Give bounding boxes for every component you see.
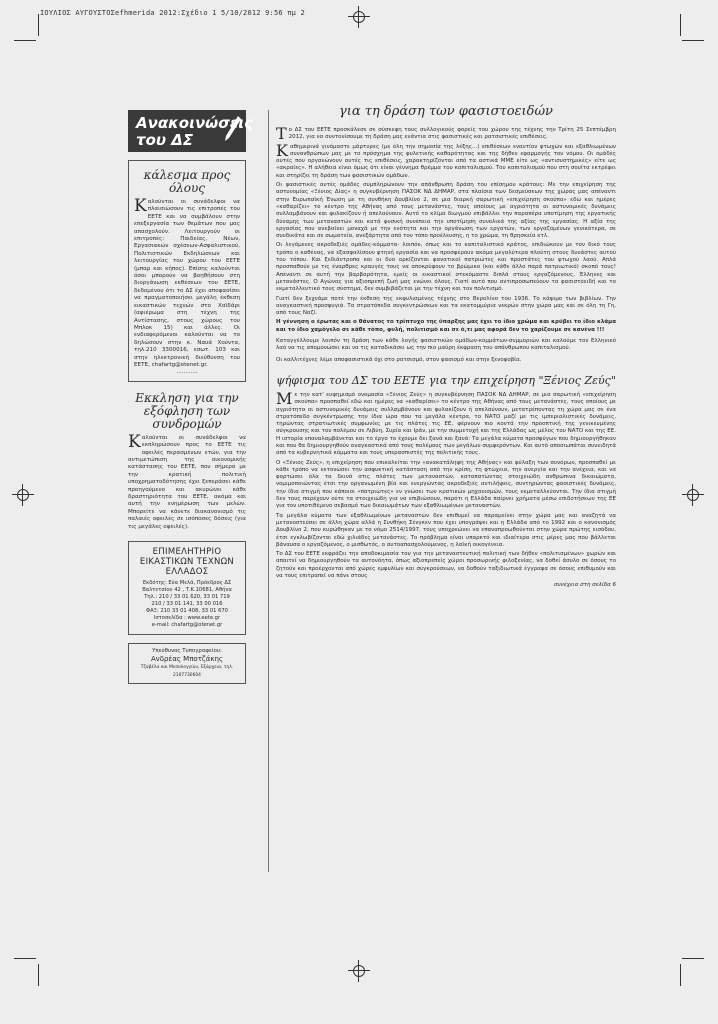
drop-cap: Κ <box>134 196 147 216</box>
resolution-paragraph: Τα μεγάλα κύματα των εξαθλιωμένων μεταναστών δεν επιθυμεί να παραμείνει στην χώρα μας και αναζητά να μετανοστεύσει σε άλλη χώρα αλλά η Συνθήκη Σένγκεν που έχει υπογράψει και η Ελλάδα από το 1992 και ο κανονισμός Δουβλίνο 2, που κυρώθηκαν με το νόμο 2514/1997, τους υποχρεώνει να επαναπροωθούνται στην χώρα πρώτης εισόδου, έτσι εγκλωβίζονται εδώ χιλιάδες μετανάστες. Το πρόβλημα είναι υπαρκτό και ιδιαίτερα στις μέρες μας που βάλλεται βάναυσα ο εργαζόμενος, ο μισθωτός, ο αυτοαπασχολούμενος, η λαϊκή οικογένεια. <box>276 512 616 548</box>
crop-mark <box>680 14 681 36</box>
paragraph-text: ε την κατ' ευφημισμό ονομασία «Ξένιος Ζεύς» η συγκυβέρνηση ΠΑΣΟΚ ΝΔ ΔΗΜΑΡ, σε μια σαρωτική «επιχείρηση σκούπα» προσπαθεί εδώ και ημέρες να «καθαρίσει» το κέντρο της Αθήνας από τους μετανάστες, τους οποίους με αγριότητα οι αστυνομικές δυνάμεις συλλαμβάνουν και φυλακίζουν ή απελαύνουν, μετατρέποντας τη χώρα μας σε ένα στρατόπεδο συγκέντρωσης την ίδια ώρα που τα μεγάλα κέντρα, το ΝΑΤΟ μαζί με τις ιμπεριαλιστικές δυνάμεις, τηρώντας στρατιωτικές συμφωνίες με τις πλάτες τις ΕΕ, φέρνουν πιο κοντά την προοπτική της γενικευμένης σύγκρουσης και του πολέμου σε Λιβύη, Συρία και Ιράν, με την συμμετοχή και της Ελλάδας ως μέλος του ΝΑΤΟ και της ΕΕ. Η ιστορία επαναλαμβάνεται και το έργο το έχουμε δει ξανά και ξανά: Τα μεγάλα κύματα προσφύγων που δημιουργήθηκαν και που θα δημιουργηθούν αναγκαστικά από τους πολέμους των μεγάλων συμφερόντων. Και αυτό αποσιωπάται συνειδητά από τα κυβερνητικά κόμματα και τους υπερασπιστές της πολιτικής τους. <box>276 391 616 457</box>
drop-cap: Μ <box>276 388 293 408</box>
publisher-line: Βαλτετσίου 42 , Τ.Κ.10681, Αθήνα <box>142 587 232 594</box>
call-to-all-title: κάλεσμα προς όλους <box>143 168 231 195</box>
publisher-line: Ιστοσελίδα : www.eete.gr <box>153 615 221 622</box>
call-to-all-box <box>128 160 246 382</box>
publisher-line: 210 / 33 01 141, 33 00 016 <box>151 601 223 608</box>
continued-note: συνέχεια στη σελίδα 6 <box>553 582 616 589</box>
crop-mark <box>38 964 39 986</box>
printer-line: Υπεύθυνος Τυπογραφείου: <box>152 648 222 655</box>
dues-appeal-title: Εκκληση για την εξόφληση των συνδρομών <box>135 390 239 431</box>
article-title: για τη δράση των φασιστοειδών <box>339 104 553 119</box>
bold-paragraph: Η γέννηση ο έρωτας και ο θάνατος το τρίπτυχο της ύπαρξης μας έχει το ίδιο χρώμα και κρύβει το ίδιο κλάμα και το ίδιο χαμόγελο σε κάθε τόπο, φυλή, πολιτισμό και σε ό,τι μας αφορά δεν το χαρίζουμε σε κανένα !!! <box>276 319 616 333</box>
call-to-all-text <box>134 196 240 369</box>
resolution-paragraph: Το ΔΣ του ΕΕΤΕ εκφράζει την αποδοκιμασία του για την μεταναστευτική πολιτική των δήθεν «πολιτισμένων» χωρών και απαιτεί να δημιουργηθούν τα αυτονόητα, όπως αξιοπρεπείς χώροι προσωρινής φιλοξενίας, να δοθεί άσυλο σε όσους το ζητούν και προέρχονται από χώρες εμφυλίων και συγκρούσεων, να δοθούν ταξιδιωτικά έγγραφα σε όσους επιθυμούν και να τους επιτραπεί να πάνε στους <box>276 551 616 580</box>
drop-cap: Κ <box>128 431 141 452</box>
publisher-box <box>128 541 246 635</box>
printer-line: Τζαβέλα και Μεσολογγίου, Εξάρχεια, τηλ. 2107730604 <box>140 665 234 678</box>
article-paragraph: Γιατί δεν ξεχνάμε ποτέ την έκθεση της εκφυλισμένης τέχνης στο Βερολίνο του 1936. Το κάψιμο των βιβλίων. Την αναγκαστική προσφυγιά. Τα στρατόπεδα συγκεντρώσεων και τα εκατομμύρια νεκρών στην χώρα μας και σε όλη τη Γη, από τους Ναζί. <box>276 295 616 317</box>
publisher-line: ΦΑΞ: 210 33 01 408, 33 01 670 <box>146 608 228 615</box>
paragraph-text: ο ΔΣ του ΕΕΤΕ προσκάλεσε σε σύσκεψη τους συλλογικούς φορείς του χώρου της τέχνης την Τρίτη 25 Σεπτέμβρη 2012, για να συντονίσουμε τη δράση μας ενάντια στις φασιστικές και ρατσιστικές επιθέσεις. <box>288 127 616 141</box>
publisher-name: ΕΠΙΜΕΛΗΤΗΡΙΟ ΕΙΚΑΣΤΙΚΩΝ ΤΕΧΝΩΝ ΕΛΛΑΔΟΣ <box>139 547 235 578</box>
drop-cap: Κ <box>276 140 288 160</box>
publisher-line: e-mail: chafartg@otenet.gr <box>151 622 223 629</box>
crop-mark <box>680 964 681 986</box>
pen-icon <box>222 114 242 144</box>
dots-separator: ............ <box>176 369 198 376</box>
registration-mark <box>682 484 704 506</box>
announcements-banner <box>128 110 253 152</box>
drop-cap: Τ <box>276 124 287 143</box>
resolution-title: ψήφισμα του ΔΣ του ΕΕΤΕ για την επιχείρηση "Ξένιος Ζεύς" <box>276 373 616 387</box>
dues-appeal-text <box>128 431 246 531</box>
publisher-details <box>133 580 241 629</box>
registration-mark <box>348 960 370 982</box>
article-paragraph <box>276 124 616 143</box>
publisher-line: Τηλ.: 210 / 33 01 620, 33 01 719 <box>144 594 230 601</box>
banner-title: Ανακοινώσεις του ΔΣ <box>136 114 253 149</box>
paragraph-text: αθημερινά γινόμαστε μάρτυρες (με όλη την σημασία της λέξης...) επιθέσεων εναντίον φτωχών και εξαθλιωμένων συνανθρώπων μας με το πρόσχημα της φυλετικής καθαρότητας και της δήθεν εφαρμογής του νόμου. Οι ομάδες αυτές που οργανώνουν αυτές τις επιθέσεις, χαρακτηρίζονται από τα αστικά ΜΜΕ είτε ως «αντισυστημικές» είτε ως «ακραίες». Η αλήθεια είναι όμως ότι είναι γέννημα θρέμμα του καπιταλισμού. Του καπιταλισμού που στη σουίτα εκτρέφει και στηρίζει τη δράση των φασιστικών ομάδων. <box>276 143 616 179</box>
registration-mark <box>12 484 34 506</box>
article-paragraph: Οι φασιστικές αυτές ομάδες συμπληρώνουν την απάνθρωπη δράση του επίσημου κράτους: Με την επιχείρηση της αστυνομίας «Ξένιος Δίας» η συγκυβέρνηση ΠΑΣΟΚ ΝΔ ΔΗΜΑΡ, στα πλαίσια των δεσμεύσεων της χώρας μας απέναντι στην Ευρωπαϊκή Ένωση με τη συνθήκη Δουβλίνο 2, σε μια διαρκή σαρωτική «επιχείρηση σκούπα» εδώ και ημέρες «καθαρίζει» το κέντρο της Αθήνας από τους μετανάστες, τους οποίους με αγριότητα οι αστυνομικές δυνάμεις συλλαμβάνουν και φυλακίζουν ή απελαύνουν. Αυτό το κλίμα διωγμού επιβάλλει την παραπέρα υποτίμηση της εργατικής δύναμης των μεταναστών και κατά φυσική συνέπεια την υποτίμηση συνολικά της αξίας της εργασίας. Η αξία της εργασίας που ανεβαίνει μοναχά με την ενότητα και την οργάνωση των εργατών, των εργαζομένων γενικότερα, σε συνδικάτα και σε σωματεία, ανεξάρτητα από τον τόπο προέλευσης, η το χρώμα, τη θρησκεία κτλ. <box>276 182 616 240</box>
printer-line: Ανδρέας Μποτζάκης <box>151 655 223 664</box>
crop-mark <box>682 40 704 41</box>
dues-appeal-body: αλούνται οι συνάδελφοι να εκπληρώσουν προς το ΕΕΤΕ τις οφειλές περασμένων ετών, για την αντιμετώπιση της οικονομικής κατάστασης του ΕΕΤΕ, που σήμερα με την κρατική πολιτική υποχρηματοδότησης έχει ξεπεράσει κάθε προηγούμενο και ακυρώνει κάθε δραστηριότητα του ΕΕΤΕ, ακόμα και αυτή την ενημέρωση των μελών. Μπορείτε να κάνετε διακανονισμό τις παλαιές οφειλές σε ισόποσες δόσεις (για τις μεγάλες οφειλές). <box>128 434 246 530</box>
article-paragraph: Οι λεγόμενες ακροδεξιές ομάδες-κόμματα- λοιπόν, όπως και το καπιταλιστικό κράτος, επιδιώκουν με τον δικό τους τρόπο ο καθένας, να εξασφαλίσουν φτηνή εργασία και να προσφέρουν ακόμα μεγαλύτερα πλούτη στους δυνάστες αυτού του τόπου. Και ξεδιάντροπα και οι δυο ορκίζονται φανατικοί πατριώτες και προστάτες του φτωχού λαού. Απλά προσπαθούν με τις έναρθρες κραυγές τους να αποκρύψουν το βρώμικο (και κάθε άλλο παρά πατριωτικό) σκοπό τους! Απέναντι σε αυτή την βαρβαρότητα, εμείς οι εικαστικοί στεκόμαστε διπλά στους εργαζόμενους, Έλληνες και μετανάστες. Ο Αγώνας για αξιοπρεπή ζωή μας ενώνει όλους. Γιατί αυτό που αντιπροσωπεύουν τα φασιστοειδή και το εκμεταλλευτικό τους σύστημα, δεν συμβιβάζεται με την τέχνη και τον πολιτισμό. <box>276 242 616 293</box>
main-article <box>276 104 616 588</box>
article-paragraph: Οι καλλιτέχνες λέμε αποφασιστικά όχι στο ρατσισμό, στον φασισμό και στην ξενοφοβία. <box>276 356 522 363</box>
crop-mark <box>14 40 36 41</box>
crop-mark <box>38 14 39 36</box>
article-paragraph: Καταγγέλλουμε λοιπόν τη δράση των κάθε λογής φασιστικών ομάδων-κομμάτων-συμμοριών και καλούμε τον Ελληνικό λαό να τις απομονώσει και να τις καταδικάσει ως την πιο μαύρη έκφραση του απάνθρωπου καπιταλισμού. <box>276 338 616 352</box>
resolution-paragraph: Ο «Ξένιος Ζεύς», η επιχείρηση που επικαλείται την «ανακατάληψη της Αθήνας» και φύλαξη των συνόρων, προσπαθεί με κάθε τρόπο να εκτονώσει την ασφυκτική κατάσταση από την κρίση, τη φτώχεια, την ανεργία και την ανέχεια, και να φορτώσει όλα τα δεινά στις πλάτες των μεταναστών, καταπατώντας στοιχειώδη ανθρώπινα δικαιώματα, νομιμοποιώντας έτσι την οργανωμένη βία και ενεργώντας ακροδεξιές αντιλήψεις, συντηρώντας φασιστικές δυνάμεις, την ίδια στιγμή που κάποιοι «πατριώτες» εν γνώσει των κρατικών μηχανισμών, τους εκμεταλλεύονται. Την ίδια στιγμή δεν τους παρέχουν ούτε τα στοιχειώδη για να επιβιώσουν, παρότι η Ελλάδα παίρνει χρήματα μέσω επιδοτήσεων της ΕΕ για τον υποτιθέμενο σεβασμό των δικαιωμάτων των εξαθλιωμένων μεταναστών. <box>276 459 616 510</box>
article-paragraph <box>276 140 616 180</box>
crop-mark <box>14 958 36 959</box>
column-divider <box>268 110 269 872</box>
printer-box <box>128 643 246 684</box>
registration-mark <box>348 6 370 28</box>
resolution-paragraph <box>276 388 616 458</box>
print-slug: ΙΟΥΛΙΟΣ ΑΥΓΟΥΣΤΟΣefhmerida 2012:Σχέδιο 1 5/10/2012 9:56 πμ 2 <box>40 9 305 17</box>
publisher-line: Εκδότης: Εύα Μελά, Πρόεδρος ΔΣ <box>142 580 232 587</box>
sidebar <box>128 110 253 684</box>
crop-mark <box>682 958 704 959</box>
call-to-all-body: αλούνται οι συνάδελφοι να πλαισιώσουν τις επιτροπές του ΕΕΤΕ και να συμβάλουν στην επεξεργασία των θεμάτων που μας απασχολούν. Λειτουργούν οι επιτροπές: Παιδείας, Νέων, Εργασιακών σχέσεων-Ασφαλιστικού, Πολιτιστικών Εκδηλώσεων και λειτουργίας του χώρου του ΕΕΤΕ (μπαρ και κήπος). Επίσης καλούνται όσοι μπορούν να βοηθήσουν στη διοργάνωση εκθέσεων του ΕΕΤΕ, δεδομένου ότι το ΔΣ έχει αποφασίσει να πραγματοποιήσει μεγάλη έκθεση εικαστικών τεχνών στο Χαϊδάρι (αφιέρωμα στη τέχνη της Αντίστασης, στους χώρους του Μπλοκ 15) και άλλες. Οι ενδιαφερόμενοι καλούνται να το δηλώσουν στην κ. Ναυά Χούντα, τηλ.210 3300016, εσωτ. 103 και στην ηλεκτρονική διεύθυνση του ΕΕΤΕ, chafartg@otenet.gr. <box>134 199 240 368</box>
